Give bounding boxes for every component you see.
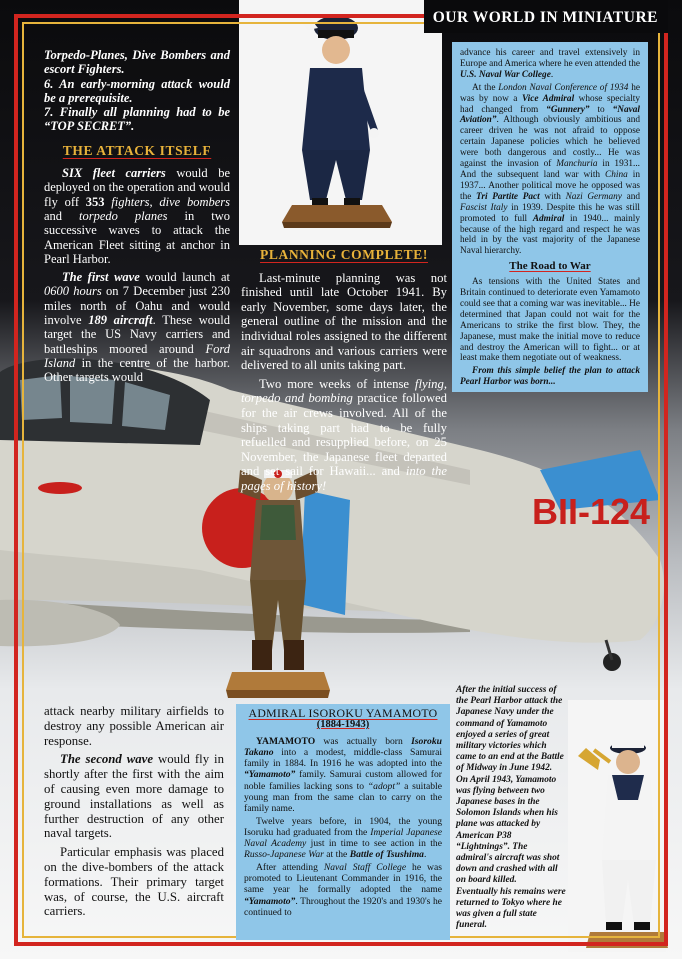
rb-p2-e: whose specialty had changed from: [460, 93, 640, 115]
bb-p2-e: at the: [323, 849, 350, 861]
bb-p2-d: Russo-Japanese War: [244, 849, 324, 861]
planning-p2-d: into the pages of history!: [241, 464, 447, 493]
rb-p2-i: . Although obviously ambitious and career driven he was not afraid to oppose certain Japanese policies which he believed were both dangerous and costly... He was against the invasion of: [460, 115, 640, 170]
intro-line-3: 7. Finally all planning had to be “TOP SECRET”.: [44, 105, 230, 134]
intro-line-2: 6. An early-morning attack would be a prerequisite.: [44, 76, 230, 105]
funeral-paragraph: Eventually his remains were returned to Tokyo where he was given a full state funeral.: [456, 886, 566, 931]
rb-p2-m: in 1937... Another political move he opposed was the: [460, 169, 640, 202]
rb-p2-l: China: [605, 169, 628, 180]
attack-p2-g: Ford Island: [44, 341, 230, 370]
attack-p1-g: and: [44, 208, 80, 223]
attack-p2-b: would launch at: [139, 270, 230, 285]
bb-p1-h: a suitable young man from the same clan to carry on the family name.: [244, 780, 442, 814]
section-header: OUR WORLD IN MINIATURE: [424, 0, 668, 33]
rb-p2-h: “Naval Aviation”: [460, 104, 640, 126]
rb-p2-n: Tri Partite Pact: [476, 191, 540, 202]
rb-p1-a: advance his career and travel extensively in Europe and America where he even attended the: [460, 48, 640, 69]
bb-p2-g: .: [423, 849, 427, 861]
bb-p1-e: “Yamamoto”: [244, 769, 296, 781]
attack-p2-d: on 7 December just 230 miles north of Oahu and would involve: [44, 284, 230, 328]
planning-p2-b: flying, torpedo and bombing: [241, 376, 447, 406]
rb-p2-k: in 1931... And the subsequent land war with: [460, 159, 640, 180]
rb-p1-b: U.S. Naval War College: [460, 69, 551, 80]
bb-p2-a: Twelve years before, in 1904, the young Isoruku had graduated from the: [244, 815, 442, 838]
bb-p2-f: Battle of Tsushima: [349, 849, 424, 861]
attack-paragraph-1: [44, 166, 230, 266]
bb-p3-a: After attending: [256, 862, 324, 874]
victories-paragraph: After the initial success of the Pearl Harbor attack the Japanese Navy under the command of Yamamoto enjoyed a series of great military victories which came to an end at the Battle of Midway in June 1942.: [456, 685, 564, 774]
road-paragraph-2: From this simple belief the plan to attack Pearl Harbor was born...: [460, 366, 640, 388]
bb-p2-b: Imperial Japanese Naval Academy: [244, 826, 442, 850]
rb-p2-s: in 1939. Despite this he was still promoted to full: [460, 202, 640, 224]
attack-p1-e: ,: [149, 194, 160, 209]
rb-p2-r: Fascist Italy: [460, 202, 508, 213]
left-column-top: [44, 48, 230, 389]
rb-p2-a: At the: [472, 82, 499, 93]
bb-p1-c: Isoroku Takano: [244, 736, 442, 759]
attack-p1-d: fighters: [104, 194, 150, 209]
bio-dates: (1884-1943): [316, 719, 370, 731]
rb-p2-g: to: [589, 104, 613, 115]
bb-p3-b: Naval Staff College: [323, 862, 407, 874]
attack-p2-f: . These would target the US Navy carriers and battleships moored around: [44, 313, 231, 356]
attack-p1-f: dive bombers: [159, 194, 231, 209]
planning-paragraph-2: [241, 377, 447, 494]
attack-p2-a: The first wave: [62, 270, 140, 285]
bb-p3-d: “Yamamoto”: [244, 895, 296, 907]
road-to-war-heading: The Road to War: [509, 260, 591, 273]
attack-p2-h: in the centre of the harbor. Other targets would: [44, 355, 230, 385]
rb-p2-d: Vice Admiral: [521, 93, 575, 104]
bl-p2-a: The second wave: [60, 752, 154, 767]
planning-p2-a: Two more weeks of intense: [259, 376, 415, 391]
attack-heading: THE ATTACK ITSELF: [62, 142, 212, 158]
bl-p2-b: would fly in shortly after the first with the aim of causing even more damage to ground installations as well as further destruction of any other naval targets.: [44, 752, 224, 841]
tail-code: BII-124: [532, 491, 651, 532]
intro-line-1: Torpedo-Planes, Dive Bombers and escort Fighters.: [44, 48, 230, 77]
rb-p2-b: London Naval Conference of 1934: [498, 82, 629, 93]
continuation-paragraph: attack nearby military airfields to destroy any possible American air response.: [44, 704, 224, 748]
bb-p1-b: was actually born: [315, 736, 412, 748]
rb-p1-c: .: [550, 69, 554, 80]
bio-paragraph-1: [244, 736, 442, 814]
bb-p2-c: just in time to see action in the: [306, 838, 442, 850]
bio-paragraph-3: [244, 862, 442, 917]
rb-p2-f: “Gunnery”: [546, 104, 590, 115]
bb-p1-g: “adopt”: [367, 780, 401, 792]
dive-bomber-paragraph: Particular emphasis was placed on the dive-bombers of the attack formations. Their primary target was, of course, the U.S. aircraft carriers.: [44, 845, 224, 919]
career-paragraph-1: [460, 48, 640, 81]
second-wave-paragraph: [44, 752, 224, 841]
attack-p1-c: 353: [85, 194, 105, 209]
attack-p2-e: 189 aircraft: [88, 313, 153, 328]
road-paragraph-1: As tensions with the United States and Britain continued to deteriorate even Yamamoto could see that a coming war was inevitable... He determined that Japan could not wait for the Americans to strike the first blow. They, the Japanese, must make the initial move to reduce and destroy the American will to fight... or at least make them negotiate out of weakness.: [460, 277, 640, 364]
career-paragraph-2: [460, 83, 640, 258]
rb-p2-q: and: [621, 191, 641, 202]
middle-column: [241, 248, 447, 498]
attack-p1-i: in two successive waves to attack the American Fleet sitting at anchor in Pearl Harbor.: [44, 208, 230, 266]
planning-paragraph-1: Last-minute planning was not finished until late October 1941. By early November, some days later, the general outline of the mission and the individual roles assigned to the different air squadrons and various carriers were delivered to all units taking part.: [241, 270, 447, 373]
bio-paragraph-2: [244, 816, 442, 860]
yamamoto-career-box: [452, 42, 648, 392]
shootdown-paragraph: On April 1943, Yamamoto was flying between two Japanese bases in the Solomon Islands when his plane was attacked by American P38 “Lightnings”. The admiral's aircraft was shot down and crashed with all on board killed.: [456, 774, 560, 886]
rb-p2-j: Manchuria: [556, 159, 598, 170]
attack-p1-b: would be deployed on the operation and would fly off: [44, 166, 230, 209]
bb-p1-f: family. Samurai custom allowed for noble families lacking sons to: [244, 769, 442, 792]
bio-title: ADMIRAL ISOROKU YAMAMOTO: [248, 706, 438, 720]
rb-p2-t: Admiral: [532, 213, 565, 224]
bb-p3-c: he was promoted to Lieutenant Commander in 1916, the same year he formally adopted the name: [244, 862, 442, 896]
yamamoto-bio-box: [236, 704, 450, 940]
intro-list: [44, 48, 230, 134]
attack-p1-h: torpedo planes: [79, 208, 168, 223]
right-column-bottom: [456, 685, 566, 931]
left-column-bottom: [44, 704, 224, 923]
bb-p1-d: into a modest, middle-class Samurai family in 1884. In 1916 he was adopted into the: [244, 747, 442, 770]
rb-p2-p: Nazi Germany: [565, 191, 622, 202]
bb-p3-e: . Throughout the 1920's and 1930's he continued to: [244, 895, 442, 918]
rb-p2-o: with: [539, 191, 566, 202]
rb-p2-u: in 1940... mainly because of the high regard and respect he was held in by the vast majority of the Japanese Naval hierarchy.: [460, 213, 641, 257]
attack-paragraph-2: [44, 270, 230, 384]
bb-p1-a: YAMAMOTO: [256, 736, 316, 748]
planning-heading: PLANNING COMPLETE!: [260, 247, 428, 262]
rb-p2-c: he was by now a: [460, 82, 640, 104]
attack-p1-a: SIX fleet carriers: [62, 166, 166, 181]
planning-p2-c: practice followed for the air crews involved. All of the ships taking part had to be fully refuelled and resupplied before, on 25 November, the Japanese fleet departed and set sail for Hawaii... and: [241, 391, 447, 479]
attack-p2-c: 0600 hours: [44, 284, 102, 299]
